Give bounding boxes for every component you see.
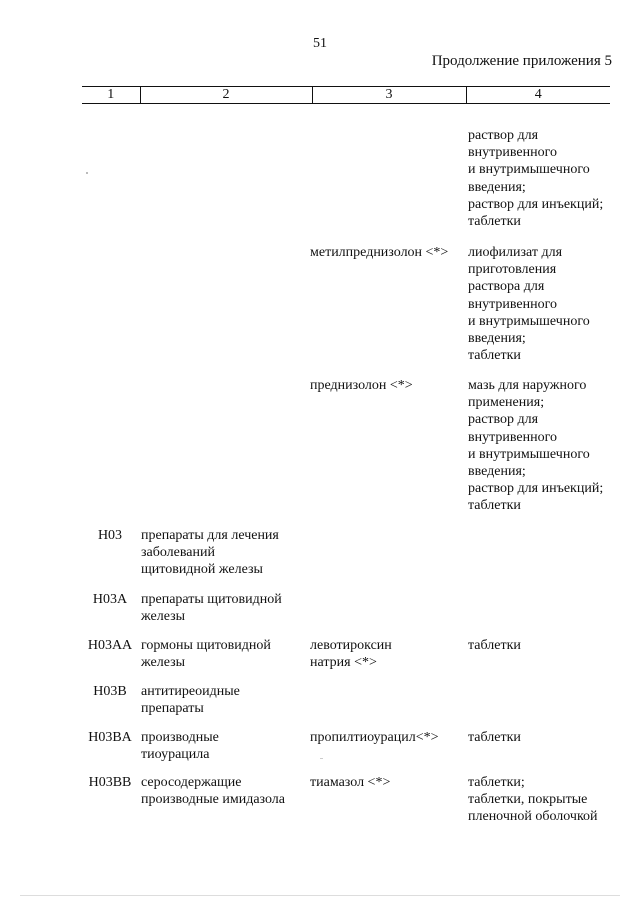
scan-artifact <box>320 758 323 759</box>
drug-name-line: пропилтиоурацил<*> <box>310 730 439 745</box>
dosage-form-line: раствор для инъекций; <box>468 196 604 212</box>
atc-code-cell: H03A <box>92 592 128 607</box>
drug-name-line: преднизолон <*> <box>310 378 413 393</box>
dosage-form-line: таблетки, покрытые <box>468 792 588 808</box>
column-header-row <box>82 87 610 104</box>
dosage-forms-cell <box>468 774 628 826</box>
dosage-form-line: лиофилизат для <box>468 245 563 260</box>
group-name-line: заболеваний <box>141 545 215 561</box>
column-header-3: 3 <box>312 87 466 104</box>
drug-name-cell <box>310 244 465 261</box>
atc-code-cell: H03 <box>97 528 123 543</box>
group-name-line: препараты <box>141 701 204 717</box>
group-name-line: тиоурацила <box>141 747 210 763</box>
dosage-form-line: введения; <box>468 179 526 195</box>
dosage-form-line: раствора для <box>468 279 545 295</box>
dosage-form-line: таблетки <box>468 638 521 653</box>
group-name-line: антитиреоидные <box>141 684 240 699</box>
page-bottom-edge <box>20 895 620 896</box>
dosage-form-line: введения; <box>468 464 526 480</box>
dosage-form-line: приготовления <box>468 262 557 278</box>
drug-name-cell <box>310 774 465 791</box>
dosage-forms-cell <box>468 377 628 515</box>
dosage-form-line: внутривенного <box>468 429 558 445</box>
group-name-cell <box>141 729 306 763</box>
dosage-forms-cell <box>468 244 628 364</box>
drug-name-line: левотироксин <box>310 638 392 653</box>
dosage-form-line: применения; <box>468 395 545 411</box>
dosage-form-line: раствор для инъекций; <box>468 481 604 497</box>
dosage-form-line: раствор для <box>468 412 539 428</box>
dosage-form-line: таблетки <box>468 214 521 230</box>
group-name-cell <box>141 683 306 717</box>
drug-name-line: тиамазол <*> <box>310 775 391 790</box>
group-name-cell <box>141 527 306 579</box>
drug-name-cell <box>310 637 465 671</box>
group-name-cell <box>141 591 306 625</box>
scan-artifact <box>86 172 88 174</box>
dosage-form-line: и внутримышечного <box>468 446 590 462</box>
atc-code-cell: H03B <box>93 684 127 699</box>
group-name-line: препараты щитовидной <box>141 592 282 607</box>
dosage-form-line: и внутримышечного <box>468 313 590 329</box>
dosage-form-line: раствор для <box>468 128 539 143</box>
column-header-2: 2 <box>140 87 312 104</box>
column-header-1: 1 <box>82 87 140 104</box>
group-name-line: серосодержащие <box>141 775 242 790</box>
dosage-form-line: внутривенного <box>468 296 558 312</box>
group-name-cell <box>141 774 306 808</box>
dosage-form-line: таблетки <box>468 730 521 745</box>
dosage-forms-cell <box>468 729 628 746</box>
dosage-form-line: введения; <box>468 331 526 347</box>
drug-name-cell <box>310 729 465 746</box>
column-header-4: 4 <box>466 87 610 104</box>
continuation-title: Продолжение приложения 5 <box>431 53 612 69</box>
group-name-line: производные имидазола <box>141 792 286 808</box>
drug-name-line: натрия <*> <box>310 655 377 671</box>
group-name-line: производные <box>141 730 219 745</box>
atc-code-cell: H03AA <box>87 638 133 653</box>
group-name-line: гормоны щитовидной <box>141 638 271 653</box>
dosage-forms-cell <box>468 637 628 654</box>
column-header-table <box>82 86 610 104</box>
dosage-form-line: внутривенного <box>468 145 558 161</box>
dosage-form-line: и внутримышечного <box>468 162 590 178</box>
drug-name-cell <box>310 377 465 394</box>
group-name-line: железы <box>141 609 186 625</box>
group-name-line: железы <box>141 655 186 671</box>
atc-code-cell: H03BB <box>88 775 132 790</box>
group-name-line: препараты для лечения <box>141 528 279 543</box>
drug-name-line: метилпреднизолон <*> <box>310 245 449 260</box>
dosage-form-line: пленочной оболочкой <box>468 809 598 825</box>
atc-code-cell: H03BA <box>88 730 132 745</box>
group-name-line: щитовидной железы <box>141 562 263 578</box>
dosage-form-line: таблетки; <box>468 775 525 790</box>
dosage-form-line: таблетки <box>468 498 521 514</box>
dosage-form-line: таблетки <box>468 348 521 364</box>
dosage-forms-cell <box>468 127 628 230</box>
group-name-cell <box>141 637 306 671</box>
page-number: 51 <box>313 36 327 51</box>
dosage-form-line: мазь для наружного <box>468 378 587 393</box>
